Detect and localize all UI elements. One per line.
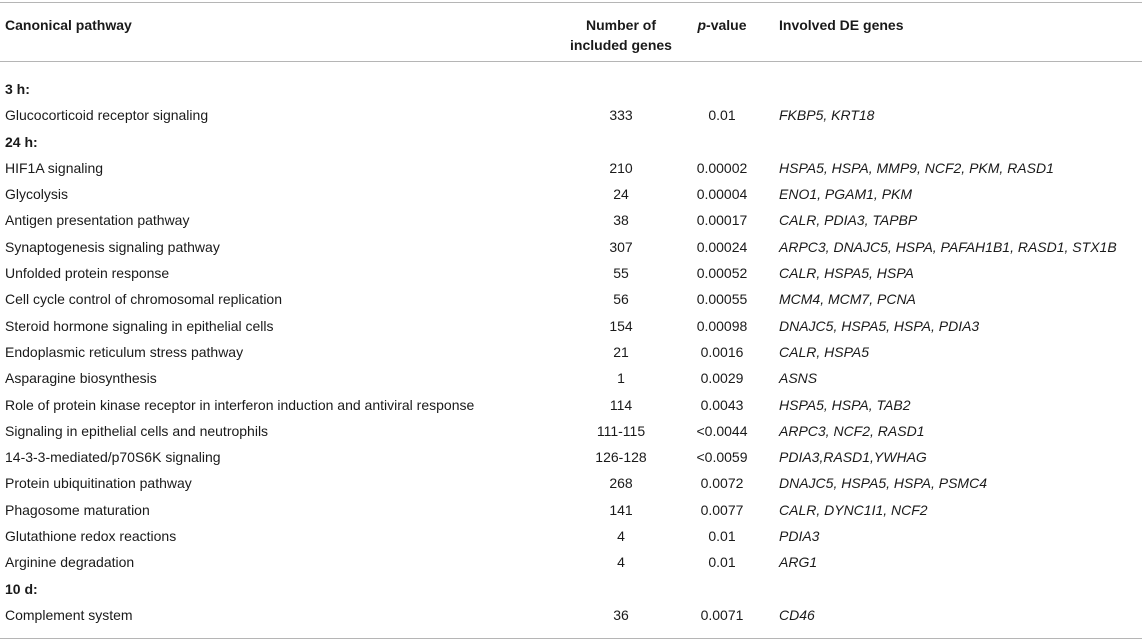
p-value-cell: 0.00017 (696, 212, 748, 229)
genes-cell: CALR, HSPA5 (779, 343, 869, 360)
p-value-cell: 0.01 (708, 107, 736, 124)
pathway-cell: Asparagine biosynthesis (5, 370, 157, 387)
p-value-cell: 0.0043 (700, 396, 744, 413)
table-row (0, 392, 1142, 418)
genes-cell: HSPA5, HSPA, MMP9, NCF2, PKM, RASD1 (779, 159, 1054, 176)
p-value-cell: 0.00002 (696, 159, 748, 176)
section-header-row (0, 576, 1142, 602)
header-involved-genes: Involved DE genes (779, 17, 904, 33)
number-cell: 210 (609, 159, 633, 176)
number-cell: 141 (609, 501, 633, 518)
pathway-cell: Steroid hormone signaling in epithelial cells (5, 317, 274, 334)
table-row (0, 260, 1142, 286)
p-value-cell: 0.00024 (696, 238, 748, 255)
number-cell: 36 (613, 606, 629, 623)
table-row (0, 286, 1142, 312)
p-value-cell: 0.00055 (696, 291, 748, 308)
number-cell: 307 (609, 238, 633, 255)
section-header-row (0, 129, 1142, 155)
genes-cell: PDIA3,RASD1,YWHAG (779, 449, 927, 466)
table-top-rule (0, 2, 1142, 3)
genes-cell: ENO1, PGAM1, PKM (779, 186, 913, 203)
number-cell: 333 (609, 107, 633, 124)
pathway-cell: Glycolysis (5, 186, 69, 203)
pathway-cell: 3 h: (5, 81, 30, 97)
number-cell: 24 (613, 186, 629, 203)
genes-cell: ARPC3, NCF2, RASD1 (779, 422, 925, 439)
header-p-value (672, 15, 772, 35)
table-body (0, 76, 1142, 628)
table-row (0, 549, 1142, 575)
table-row (0, 155, 1142, 181)
table-row (0, 339, 1142, 365)
number-cell: 38 (613, 212, 629, 229)
pathway-cell: Antigen presentation pathway (5, 212, 190, 229)
table-row (0, 444, 1142, 470)
section-header-row (0, 76, 1142, 102)
pathway-cell: HIF1A signaling (5, 159, 104, 176)
genes-cell: ARPC3, DNAJC5, HSPA, PAFAH1B1, RASD1, STX1B (779, 238, 1117, 255)
pathway-cell: Role of protein kinase receptor in interferon induction and antiviral response (5, 396, 475, 413)
table-row (0, 365, 1142, 391)
pathway-cell: Phagosome maturation (5, 501, 150, 518)
p-value-cell: 0.0072 (700, 475, 744, 492)
pathway-cell: 14-3-3-mediated/p70S6K signaling (5, 449, 221, 466)
number-cell: 268 (609, 475, 633, 492)
number-cell: 111-115 (596, 422, 646, 439)
genes-cell: ASNS (779, 370, 818, 387)
pathway-cell: Cell cycle control of chromosomal replication (5, 291, 282, 308)
genes-cell: CALR, HSPA5, HSPA (779, 265, 914, 282)
p-value-cell: <0.0059 (696, 449, 748, 466)
number-cell: 56 (613, 291, 629, 308)
pathway-cell: Protein ubiquitination pathway (5, 475, 192, 492)
pathway-cell: 10 d: (5, 580, 38, 597)
table-row (0, 602, 1142, 628)
number-cell: 55 (613, 265, 629, 282)
number-cell: 114 (609, 396, 633, 413)
genes-cell: CALR, DYNC1I1, NCF2 (779, 501, 928, 518)
p-value-cell: 0.0029 (700, 370, 744, 387)
genes-cell: FKBP5, KRT18 (779, 107, 875, 124)
genes-cell: HSPA5, HSPA, TAB2 (779, 396, 911, 413)
pathway-cell: Synaptogenesis signaling pathway (5, 238, 220, 255)
number-cell: 154 (609, 317, 633, 334)
p-value-cell: 0.0071 (700, 606, 744, 623)
number-cell: 4 (617, 528, 625, 545)
pathway-cell: Signaling in epithelial cells and neutrophils (5, 422, 269, 439)
number-cell: 21 (613, 343, 629, 360)
number-cell: 126-128 (595, 449, 647, 466)
table-header-rule (0, 61, 1142, 62)
p-value-cell: 0.0016 (700, 343, 744, 360)
p-value-cell: 0.01 (708, 528, 736, 545)
genes-cell: PDIA3 (779, 528, 820, 545)
header-p-italic: p (697, 17, 707, 33)
header-canonical-pathway: Canonical pathway (5, 17, 132, 33)
header-number-line1: Number of (586, 17, 656, 33)
table-bottom-rule (0, 638, 1142, 639)
table-row (0, 523, 1142, 549)
genes-cell: DNAJC5, HSPA5, HSPA, PSMC4 (779, 475, 987, 492)
genes-cell: CALR, PDIA3, TAPBP (779, 212, 918, 229)
genes-cell: MCM4, MCM7, PCNA (779, 291, 916, 308)
genes-cell: DNAJC5, HSPA5, HSPA, PDIA3 (779, 317, 980, 334)
pathway-cell: 24 h: (5, 133, 38, 150)
table-row (0, 470, 1142, 496)
table-row (0, 181, 1142, 207)
pathway-cell: Glucocorticoid receptor signaling (5, 107, 209, 124)
p-value-cell: 0.01 (708, 554, 736, 571)
p-value-cell: <0.0044 (696, 422, 748, 439)
p-value-cell: 0.00098 (696, 317, 748, 334)
p-value-cell: 0.00052 (696, 265, 748, 282)
table-row (0, 234, 1142, 260)
header-number-line2: included genes (570, 37, 672, 53)
table-header (0, 12, 1142, 56)
table-row (0, 102, 1142, 128)
p-value-cell: 0.00004 (696, 186, 748, 203)
pathway-cell: Unfolded protein response (5, 265, 170, 282)
number-cell: 4 (617, 554, 625, 571)
pathway-cell: Complement system (5, 606, 133, 623)
header-p-rest: -value (706, 17, 747, 33)
table-row (0, 497, 1142, 523)
table-row (0, 313, 1142, 339)
number-cell: 1 (617, 370, 625, 387)
pathway-cell: Endoplasmic reticulum stress pathway (5, 343, 244, 360)
table-row (0, 207, 1142, 233)
genes-cell: CD46 (779, 606, 815, 623)
pathway-cell: Glutathione redox reactions (5, 528, 177, 545)
p-value-cell: 0.0077 (700, 501, 744, 518)
table-row (0, 418, 1142, 444)
genes-cell: ARG1 (779, 554, 818, 571)
pathway-cell: Arginine degradation (5, 554, 135, 571)
